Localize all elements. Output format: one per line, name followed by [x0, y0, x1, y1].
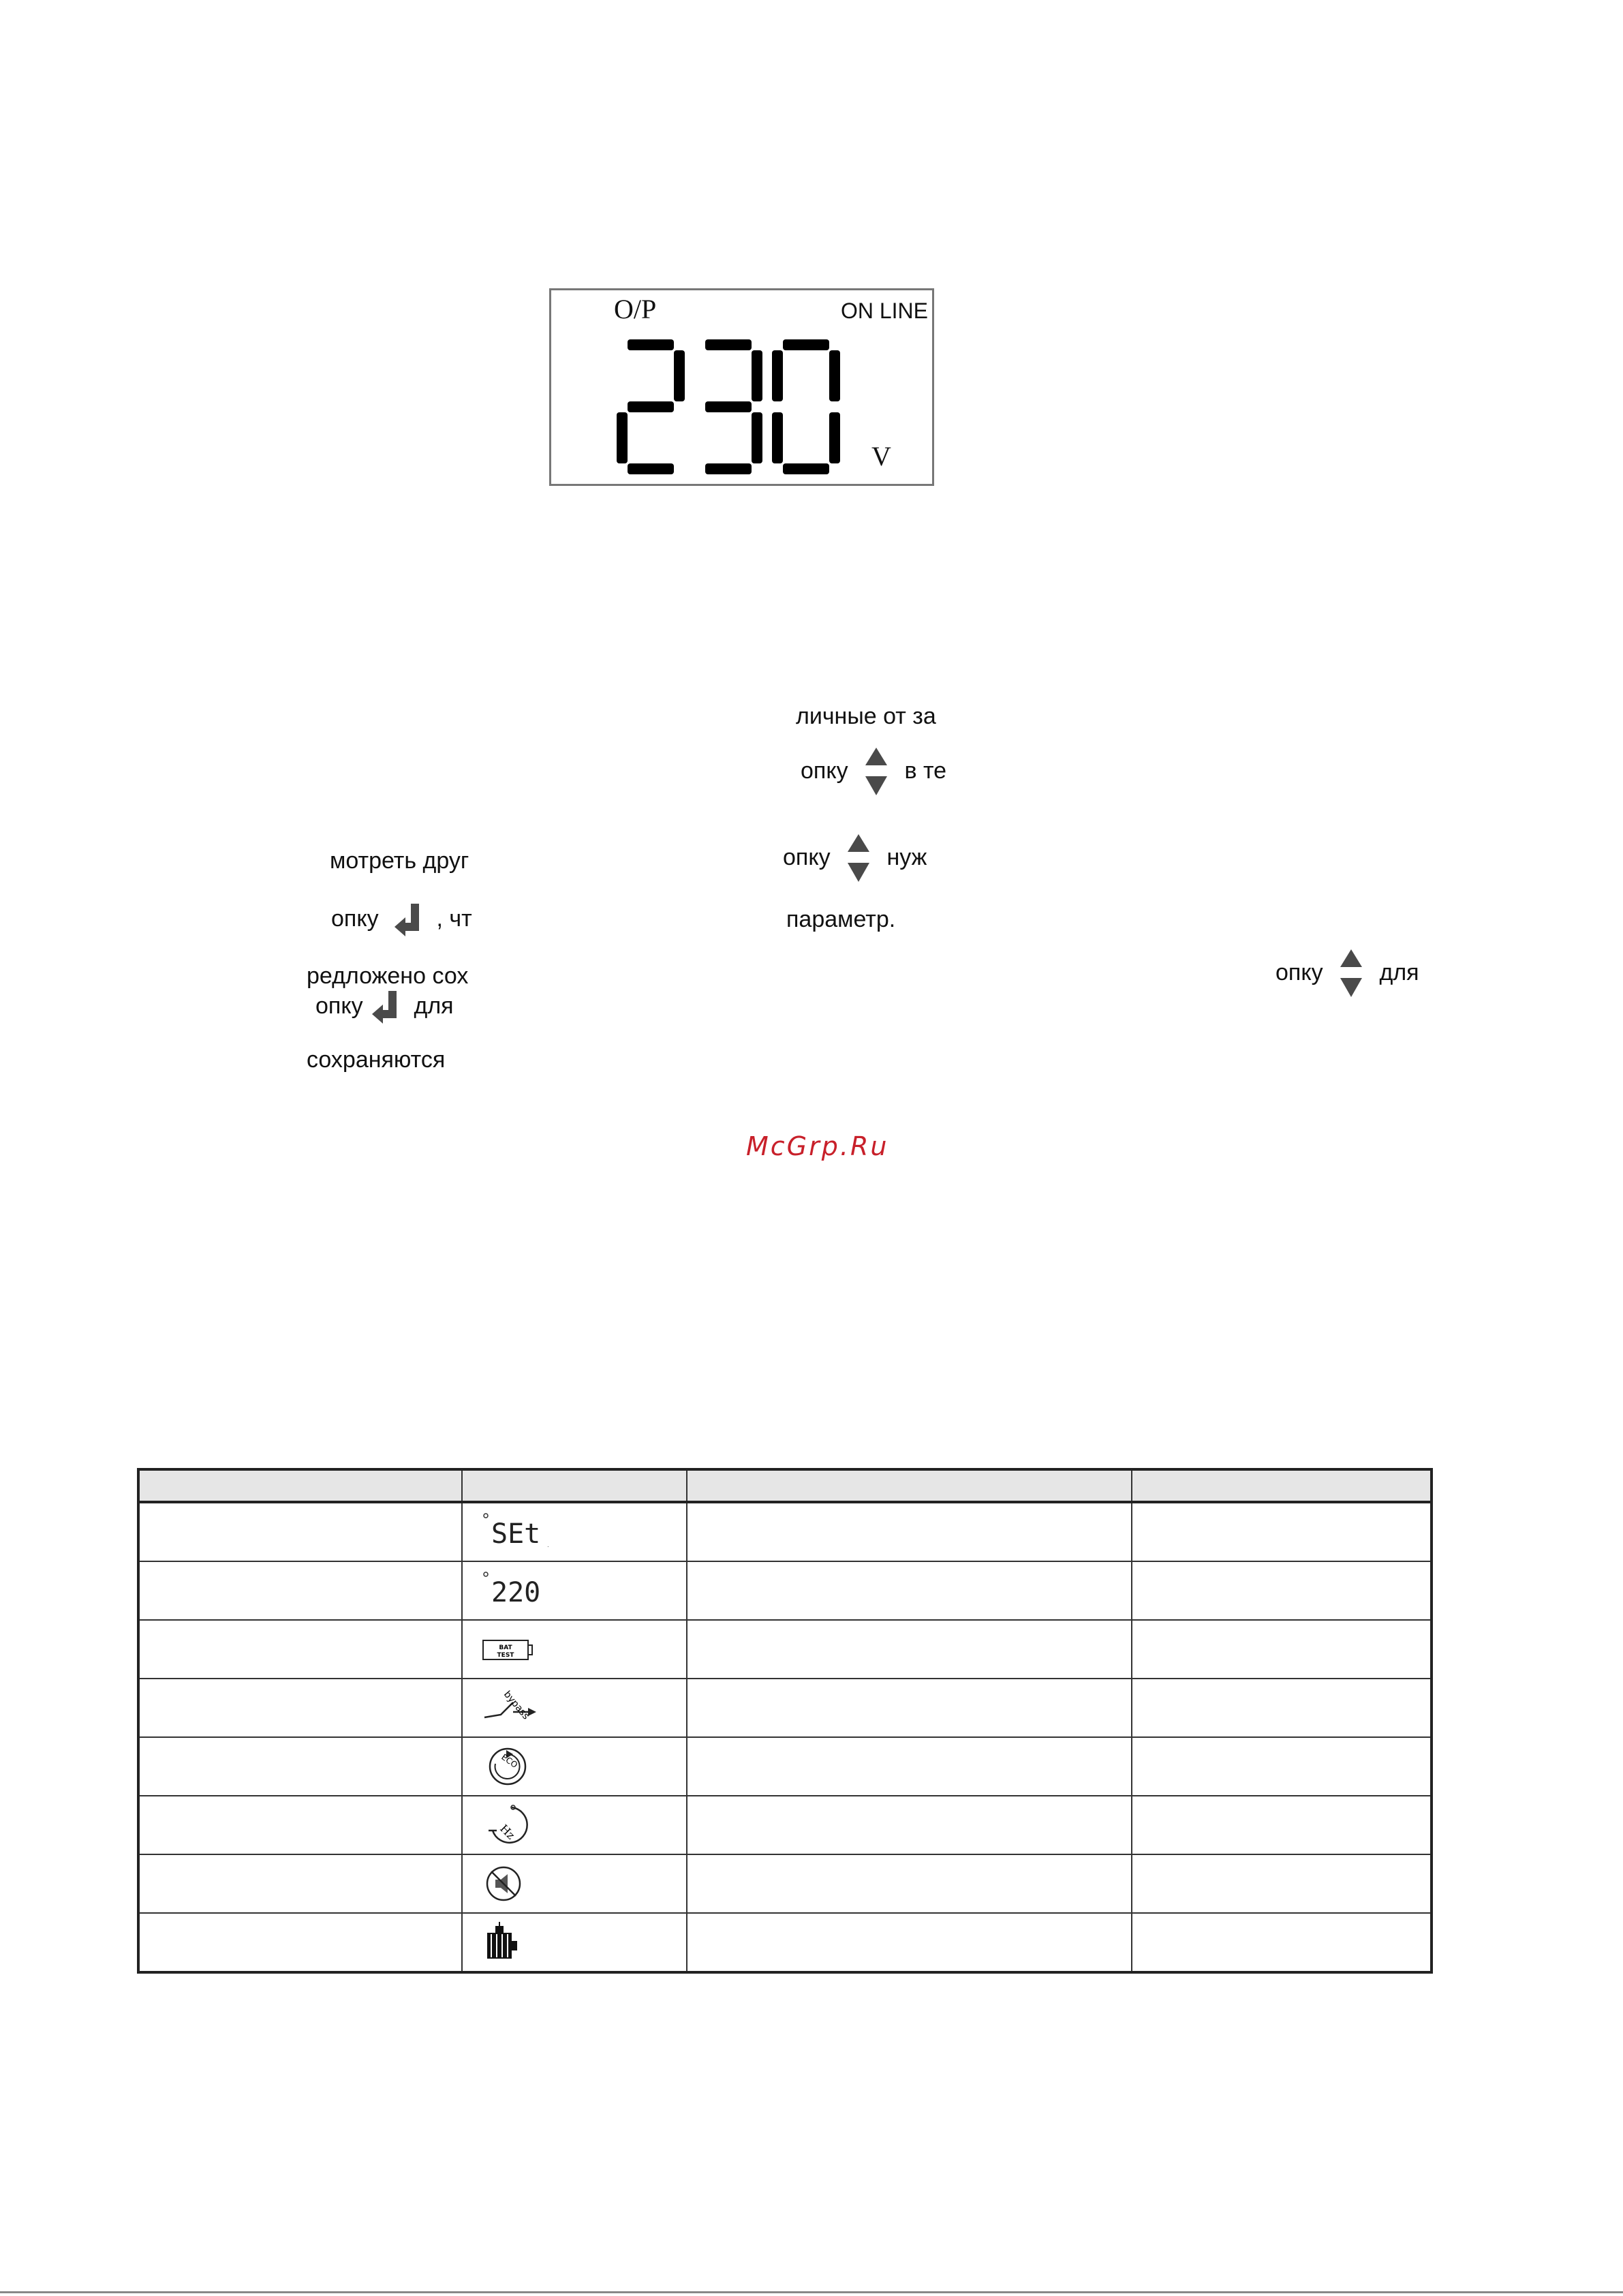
text-line-6-pre: опку [315, 992, 363, 1019]
text-line-6 [315, 990, 454, 1025]
table-row [138, 1854, 1432, 1913]
up-down-arrows-icon [863, 746, 890, 798]
table-row [138, 1913, 1432, 1972]
digit-segment [783, 463, 829, 474]
text-line-1: личные от за [796, 703, 936, 729]
enter-key-icon [393, 902, 423, 938]
voltage-icon [482, 1570, 550, 1611]
up-down-arrows-icon [845, 833, 872, 885]
digit-segment [628, 401, 674, 412]
seven-segment-readout [617, 339, 848, 489]
text-line-4-pre: опку [331, 905, 379, 932]
digit-segment [617, 412, 628, 463]
text-line-5-right [1276, 948, 1419, 1000]
svg-text:BAT: BAT [499, 1644, 512, 1651]
text-line-5-right-post: для [1379, 959, 1419, 985]
battery-test-icon [482, 1632, 550, 1666]
text-line-3-mid [783, 833, 927, 885]
digit-segment [783, 339, 829, 350]
enter-key-icon [371, 990, 401, 1025]
unit-label: V [871, 441, 891, 472]
digit-segment [705, 463, 752, 474]
text-line-2-post: в те [904, 757, 947, 784]
watermark: McGrp.Ru [746, 1131, 889, 1161]
text-line-5-right-pre: опку [1276, 959, 1323, 985]
text-line-3-mid-post: нуж [886, 844, 927, 870]
text-line-3-left: мотреть друг [330, 848, 469, 874]
svg-text:ECO: ECO [499, 1751, 519, 1771]
svg-text:Hz: Hz [497, 1822, 518, 1842]
digit-segment [705, 339, 752, 350]
table-row [138, 1737, 1432, 1796]
text-line-6-post: для [414, 992, 454, 1019]
digit-segment [705, 401, 752, 412]
text-line-4-post: , чт [436, 905, 472, 932]
lcd-display [549, 288, 934, 486]
mute-icon [482, 1862, 550, 1905]
digit-segment [752, 412, 762, 463]
bypass-icon [482, 1687, 550, 1728]
text-line-2-pre: опку [801, 757, 848, 784]
motor-icon [482, 1920, 550, 1964]
up-down-arrows-icon [1338, 948, 1365, 1000]
digit-segment [829, 350, 840, 401]
svg-text:.: . [546, 1542, 549, 1549]
digit-segment [752, 350, 762, 401]
text-line-2 [801, 746, 946, 798]
header-cell [1132, 1469, 1432, 1502]
text-line-4-left [331, 902, 472, 938]
bottom-rule [0, 2291, 1623, 2293]
table-row [138, 1502, 1432, 1561]
svg-text:220: 220 [491, 1577, 541, 1608]
table-row [138, 1679, 1432, 1737]
mode-indicator: ON LINE [840, 299, 928, 323]
digit-segment [628, 463, 674, 474]
svg-text:TEST: TEST [497, 1652, 514, 1659]
svg-text:SEt: SEt [491, 1518, 541, 1550]
digit-segment [674, 350, 685, 401]
icon-table [137, 1468, 1433, 1974]
digit-segment [772, 412, 783, 463]
eco-mode-icon [482, 1745, 550, 1788]
text-line-5-left: редложено сох [307, 963, 469, 989]
digit-segment [829, 412, 840, 463]
svg-text:bypass: bypass [501, 1689, 531, 1722]
output-label: O/P [614, 294, 657, 324]
table-row [138, 1561, 1432, 1620]
frequency-icon [482, 1803, 550, 1847]
digit-segment [628, 339, 674, 350]
text-line-7: сохраняются [307, 1047, 446, 1073]
set-icon [482, 1512, 550, 1552]
header-cell [462, 1469, 687, 1502]
table-row [138, 1796, 1432, 1854]
text-line-3-mid-pre: опку [783, 844, 831, 870]
header-cell [687, 1469, 1132, 1502]
table-header-row [138, 1469, 1432, 1502]
table-row [138, 1620, 1432, 1679]
text-line-4-mid: параметр. [786, 906, 896, 932]
digit-segment [772, 350, 783, 401]
header-cell [138, 1469, 462, 1502]
